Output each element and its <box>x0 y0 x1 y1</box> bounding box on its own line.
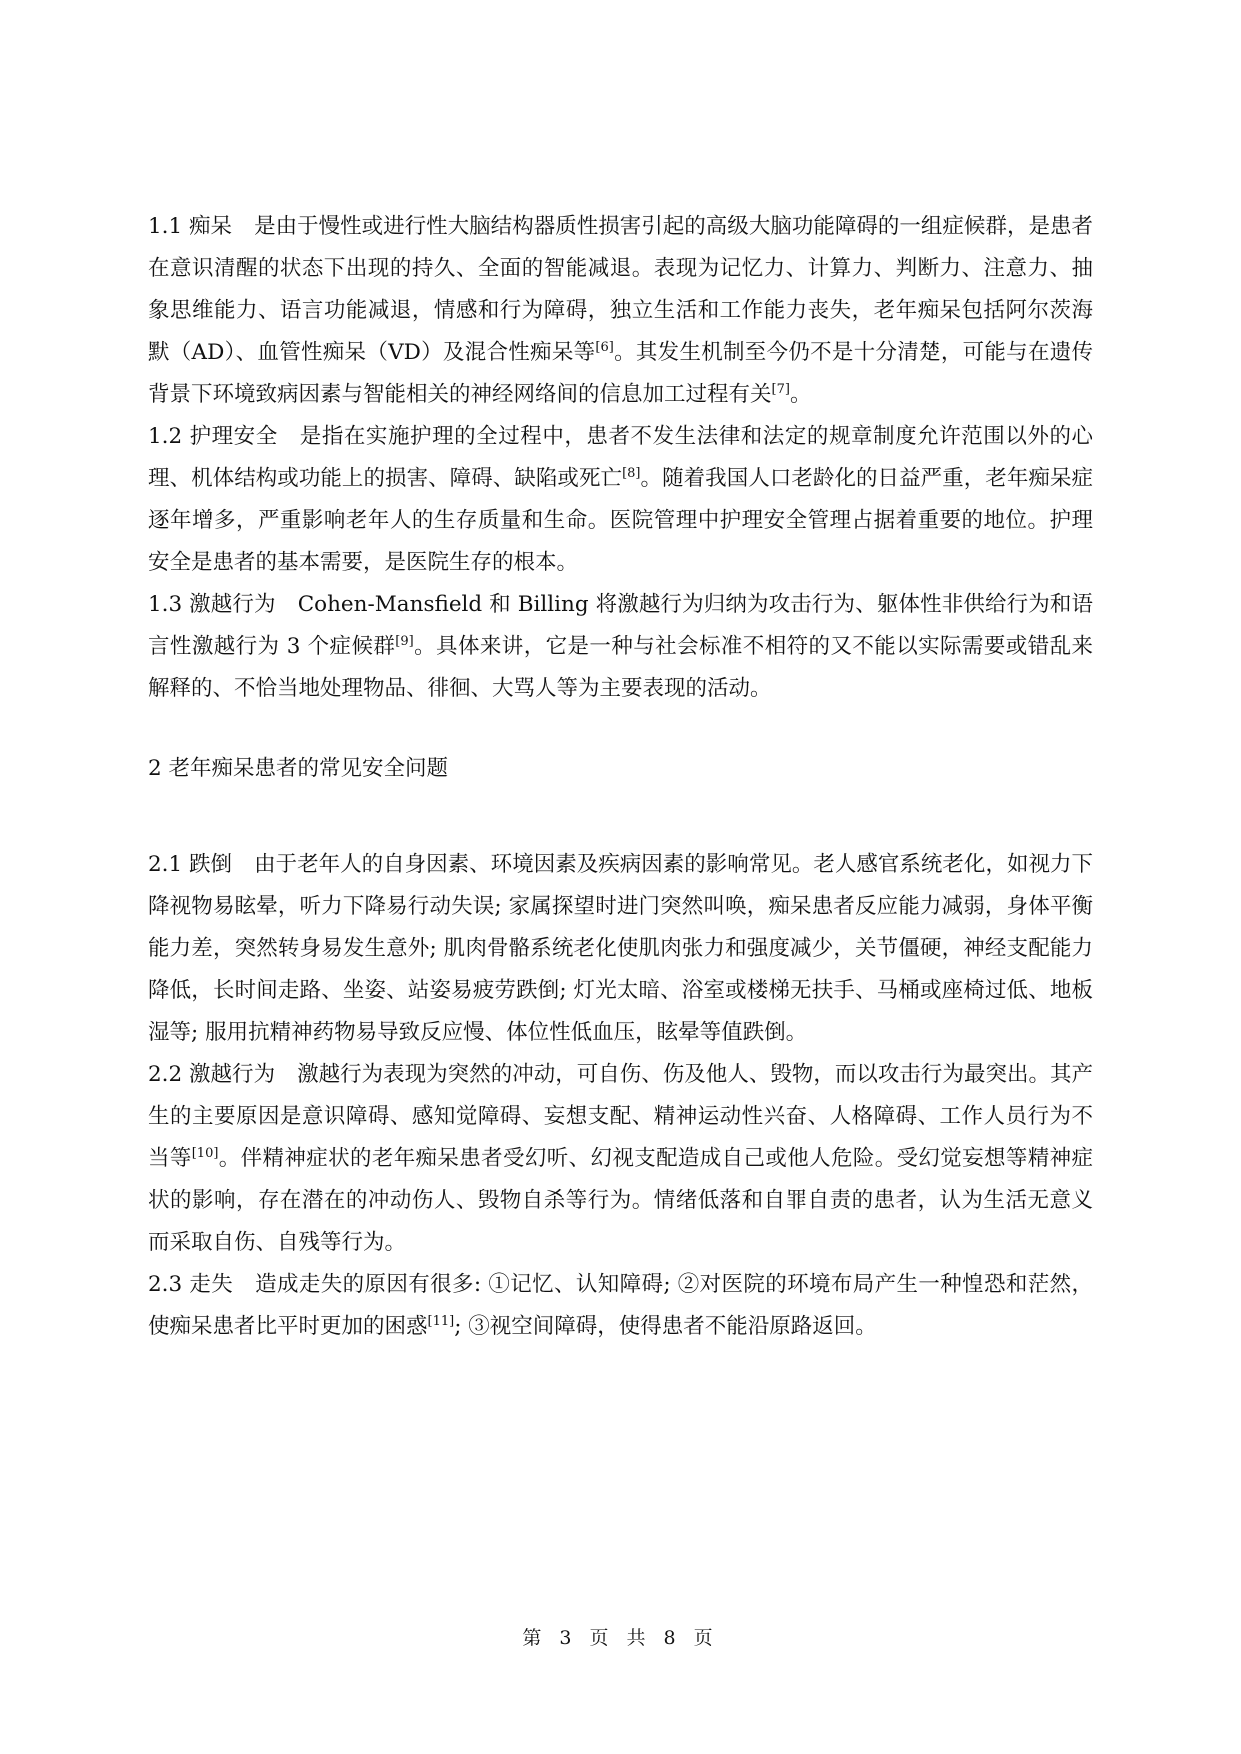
paragraph-text: Cohen-Mansfield 和 Billing 将激越行为归纳为攻击行为、躯体性非供给行为和语言性激越行为 3 个症候群 <box>148 592 1093 659</box>
paragraph-text: ; ③视空间障碍，使得患者不能沿原路返回。 <box>454 1314 877 1339</box>
paragraph <box>148 584 1093 710</box>
paragraph-term: 1.1 痴呆 <box>148 214 233 239</box>
paragraph-text: 。随着我国人口老龄化的日益严重，老年痴呆症逐年增多，严重影响老年人的生存质量和生命。医院管理中护理安全管理占据着重要的地位。护理安全是患者的基本需要，是医院生存的根本。 <box>148 466 1093 575</box>
citation-ref: [10] <box>191 1145 219 1161</box>
paragraph-text: 激越行为表现为突然的冲动，可自伤、伤及他人、毁物，而以攻击行为最突出。其产生的主要原因是意识障碍、感知觉障碍、妄想支配、精神运动性兴奋、人格障碍、工作人员行为不当等 <box>148 1062 1093 1171</box>
paragraph-term: 2.2 激越行为 <box>148 1062 276 1087</box>
citation-ref: [6] <box>595 339 614 355</box>
paragraph-term: 1.2 护理安全 <box>148 424 278 449</box>
paragraph <box>148 206 1093 416</box>
citation-ref: [9] <box>395 633 414 649</box>
section-heading: 2 老年痴呆患者的常见安全问题 <box>148 756 449 781</box>
paragraph-text: 。伴精神症状的老年痴呆患者受幻听、幻视支配造成自己或他人危险。受幻觉妄想等精神症状的影响，存在潜在的冲动伤人、毁物自杀等行为。情绪低落和自罪自责的患者，认为生活无意义而采取自伤、自残等行为。 <box>148 1146 1093 1255</box>
paragraph-text: 是由于慢性或进行性大脑结构器质性损害引起的高级大脑功能障碍的一组症候群，是患者在意识清醒的状态下出现的持久、全面的智能减退。表现为记忆力、计算力、判断力、注意力、抽象思维能力、语言功能减退，情感和行为障碍，独立生活和工作能力丧失，老年痴呆包括阿尔茨海默（AD）、血管性痴呆（VD）及混合性痴呆等 <box>148 214 1093 365</box>
citation-ref: [11] <box>427 1313 455 1329</box>
paragraph-text: 。 <box>789 382 812 407</box>
paragraph-text: 。具体来讲，它是一种与社会标准不相符的又不能以实际需要或错乱来解释的、不恰当地处理物品、徘徊、大骂人等为主要表现的活动。 <box>148 634 1093 701</box>
paragraph-text: 。其发生机制至今仍不是十分清楚，可能与在遗传背景下环境致病因素与智能相关的神经网络间的信息加工过程有关 <box>148 340 1094 407</box>
paragraph-text: 造成走失的原因有很多: ①记忆、认知障碍; ②对医院的环境布局产生一种惶恐和茫然，使痴呆患者比平时更加的困惑 <box>148 1272 1093 1339</box>
paragraph <box>148 844 1093 1054</box>
citation-ref: [8] <box>622 465 641 481</box>
paragraph-term: 1.3 激越行为 <box>148 592 276 617</box>
paragraph <box>148 1054 1093 1264</box>
page-footer: 第 3 页 共 8 页 <box>522 1627 719 1649</box>
paragraph <box>148 1264 1093 1348</box>
paragraph-term: 2.1 跌倒 <box>148 852 233 877</box>
paragraph-text: 是指在实施护理的全过程中，患者不发生法律和法定的规章制度允许范围以外的心理、机体结构或功能上的损害、障碍、缺陷或死亡 <box>148 424 1093 491</box>
paragraph-text: 由于老年人的自身因素、环境因素及疾病因素的影响常见。老人感官系统老化，如视力下降视物易眩晕，听力下降易行动失误; 家属探望时进门突然叫唤，痴呆患者反应能力减弱，身体平衡能力差，突然转身易发生意外; 肌肉骨骼系统老化使肌肉张力和强度减少，关节僵硬，神经支配能力降低，长时间走路、坐姿、站姿易疲劳跌倒; 灯光太暗、浴室或楼梯无扶手、马桶或座椅过低、地板湿等; 服用抗精神药物易导致反应慢、体位性低血压，眩晕等值跌倒。 <box>148 852 1093 1045</box>
paragraph-term: 2.3 走失 <box>148 1272 234 1297</box>
document-body <box>148 206 1093 1348</box>
citation-ref: [7] <box>771 381 790 397</box>
paragraph <box>148 416 1093 584</box>
